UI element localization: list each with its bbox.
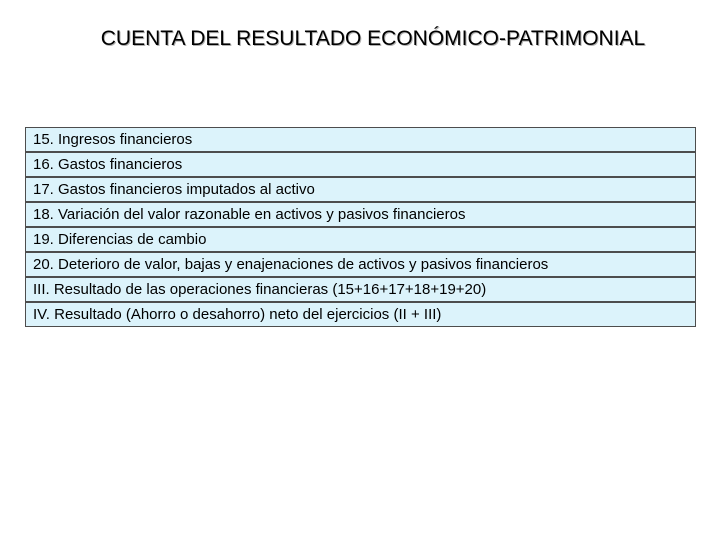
table-row-deterioro-valor: 20. Deterioro de valor, bajas y enajenaciones de activos y pasivos financieros [26, 253, 695, 276]
table-row-resultado-neto-ejercicio: IV. Resultado (Ahorro o desahorro) neto del ejercicios (II + III) [26, 303, 695, 326]
table-row-variacion-valor-razonable: 18. Variación del valor razonable en activos y pasivos financieros [26, 203, 695, 226]
financial-results-table [25, 127, 696, 327]
table-row-resultado-operaciones-financieras: III. Resultado de las operaciones financieras (15+16+17+18+19+20) [26, 278, 695, 301]
table-row-diferencias-cambio: 19. Diferencias de cambio [26, 228, 695, 251]
table-row-ingresos-financieros: 15. Ingresos financieros [26, 128, 695, 151]
table-row-gastos-financieros: 16. Gastos financieros [26, 153, 695, 176]
table-row-gastos-imputados-activo: 17. Gastos financieros imputados al activo [26, 178, 695, 201]
page-title: CUENTA DEL RESULTADO ECONÓMICO-PATRIMONIAL [100, 27, 646, 50]
